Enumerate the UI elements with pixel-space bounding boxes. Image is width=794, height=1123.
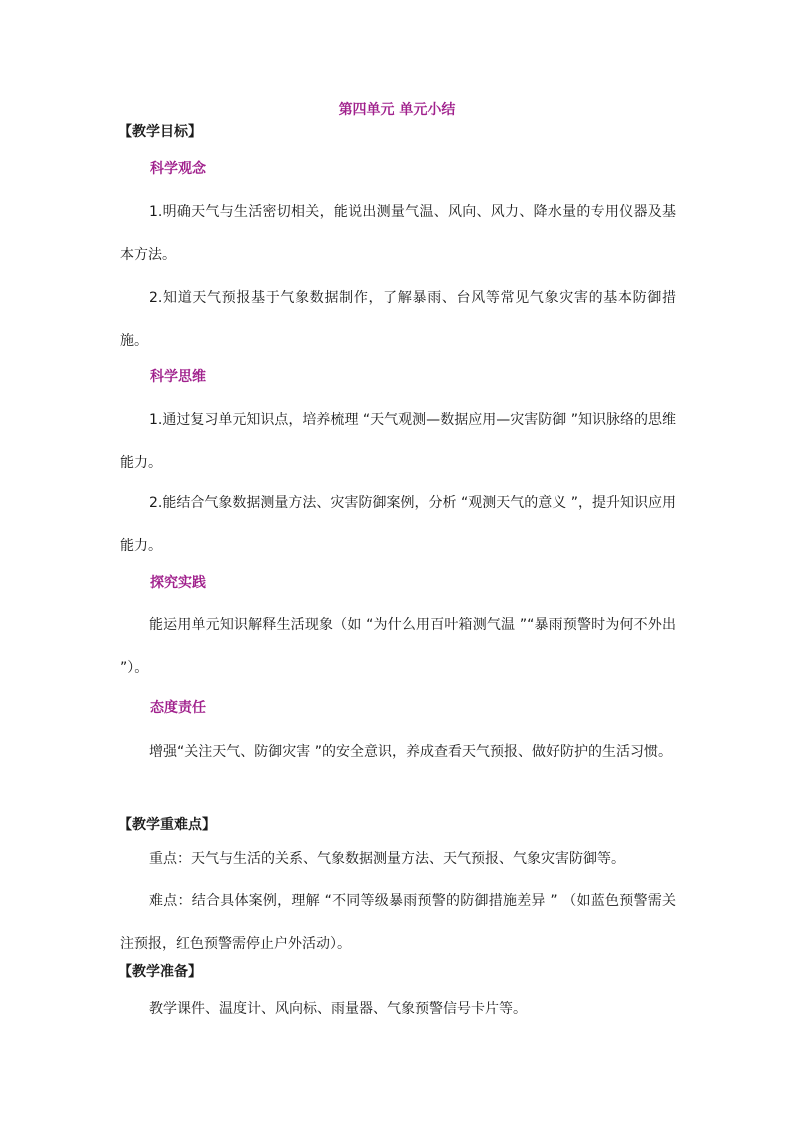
paragraph-concept-1: 1.明确天气与生活密切相关，能说出测量气温、风向、风力、降水量的专用仪器及基本方法。 bbox=[120, 204, 676, 263]
section-heading-key-points: 【教学重难点】 bbox=[118, 817, 216, 833]
subheading-practice: 探究实践 bbox=[150, 575, 206, 591]
paragraph-preparation-1: 教学课件、温度计、风向标、雨量器、气象预警信号卡片等。 bbox=[149, 1001, 527, 1017]
paragraph-thinking-1: 1.通过复习单元知识点，培养梳理 “天气观测—数据应用—灾害防御 ”知识脉络的思维能力。 bbox=[120, 412, 676, 471]
subheading-thinking: 科学思维 bbox=[150, 369, 206, 385]
paragraph-key-points-2: 难点：结合具体案例，理解 “不同等级暴雨预警的防御措施差异 ” （如蓝色预警需关注预报，红色预警需停止户外活动）。 bbox=[120, 893, 676, 952]
subheading-attitude: 态度责任 bbox=[150, 700, 206, 716]
paragraph-practice-1: 能运用单元知识解释生活现象（如 “为什么用百叶箱测气温 ”“暴雨预警时为何不外出 ”）。 bbox=[120, 617, 676, 676]
section-heading-objectives: 【教学目标】 bbox=[118, 124, 202, 140]
paragraph-concept-2: 2.知道天气预报基于气象数据制作，了解暴雨、台风等常见气象灾害的基本防御措施。 bbox=[120, 290, 676, 349]
paragraph-thinking-2: 2.能结合气象数据测量方法、灾害防御案例，分析 “观测天气的意义 ”，提升知识应用能力。 bbox=[120, 495, 676, 554]
page-title: 第四单元 单元小结 bbox=[338, 102, 456, 118]
subheading-concept: 科学观念 bbox=[150, 161, 206, 177]
paragraph-attitude-1: 增强“关注天气、防御灾害 ”的安全意识，养成查看天气预报、做好防护的生活习惯。 bbox=[149, 744, 672, 760]
section-heading-preparation: 【教学准备】 bbox=[118, 964, 202, 980]
paragraph-key-points-1: 重点：天气与生活的关系、气象数据测量方法、天气预报、气象灾害防御等。 bbox=[149, 851, 625, 867]
